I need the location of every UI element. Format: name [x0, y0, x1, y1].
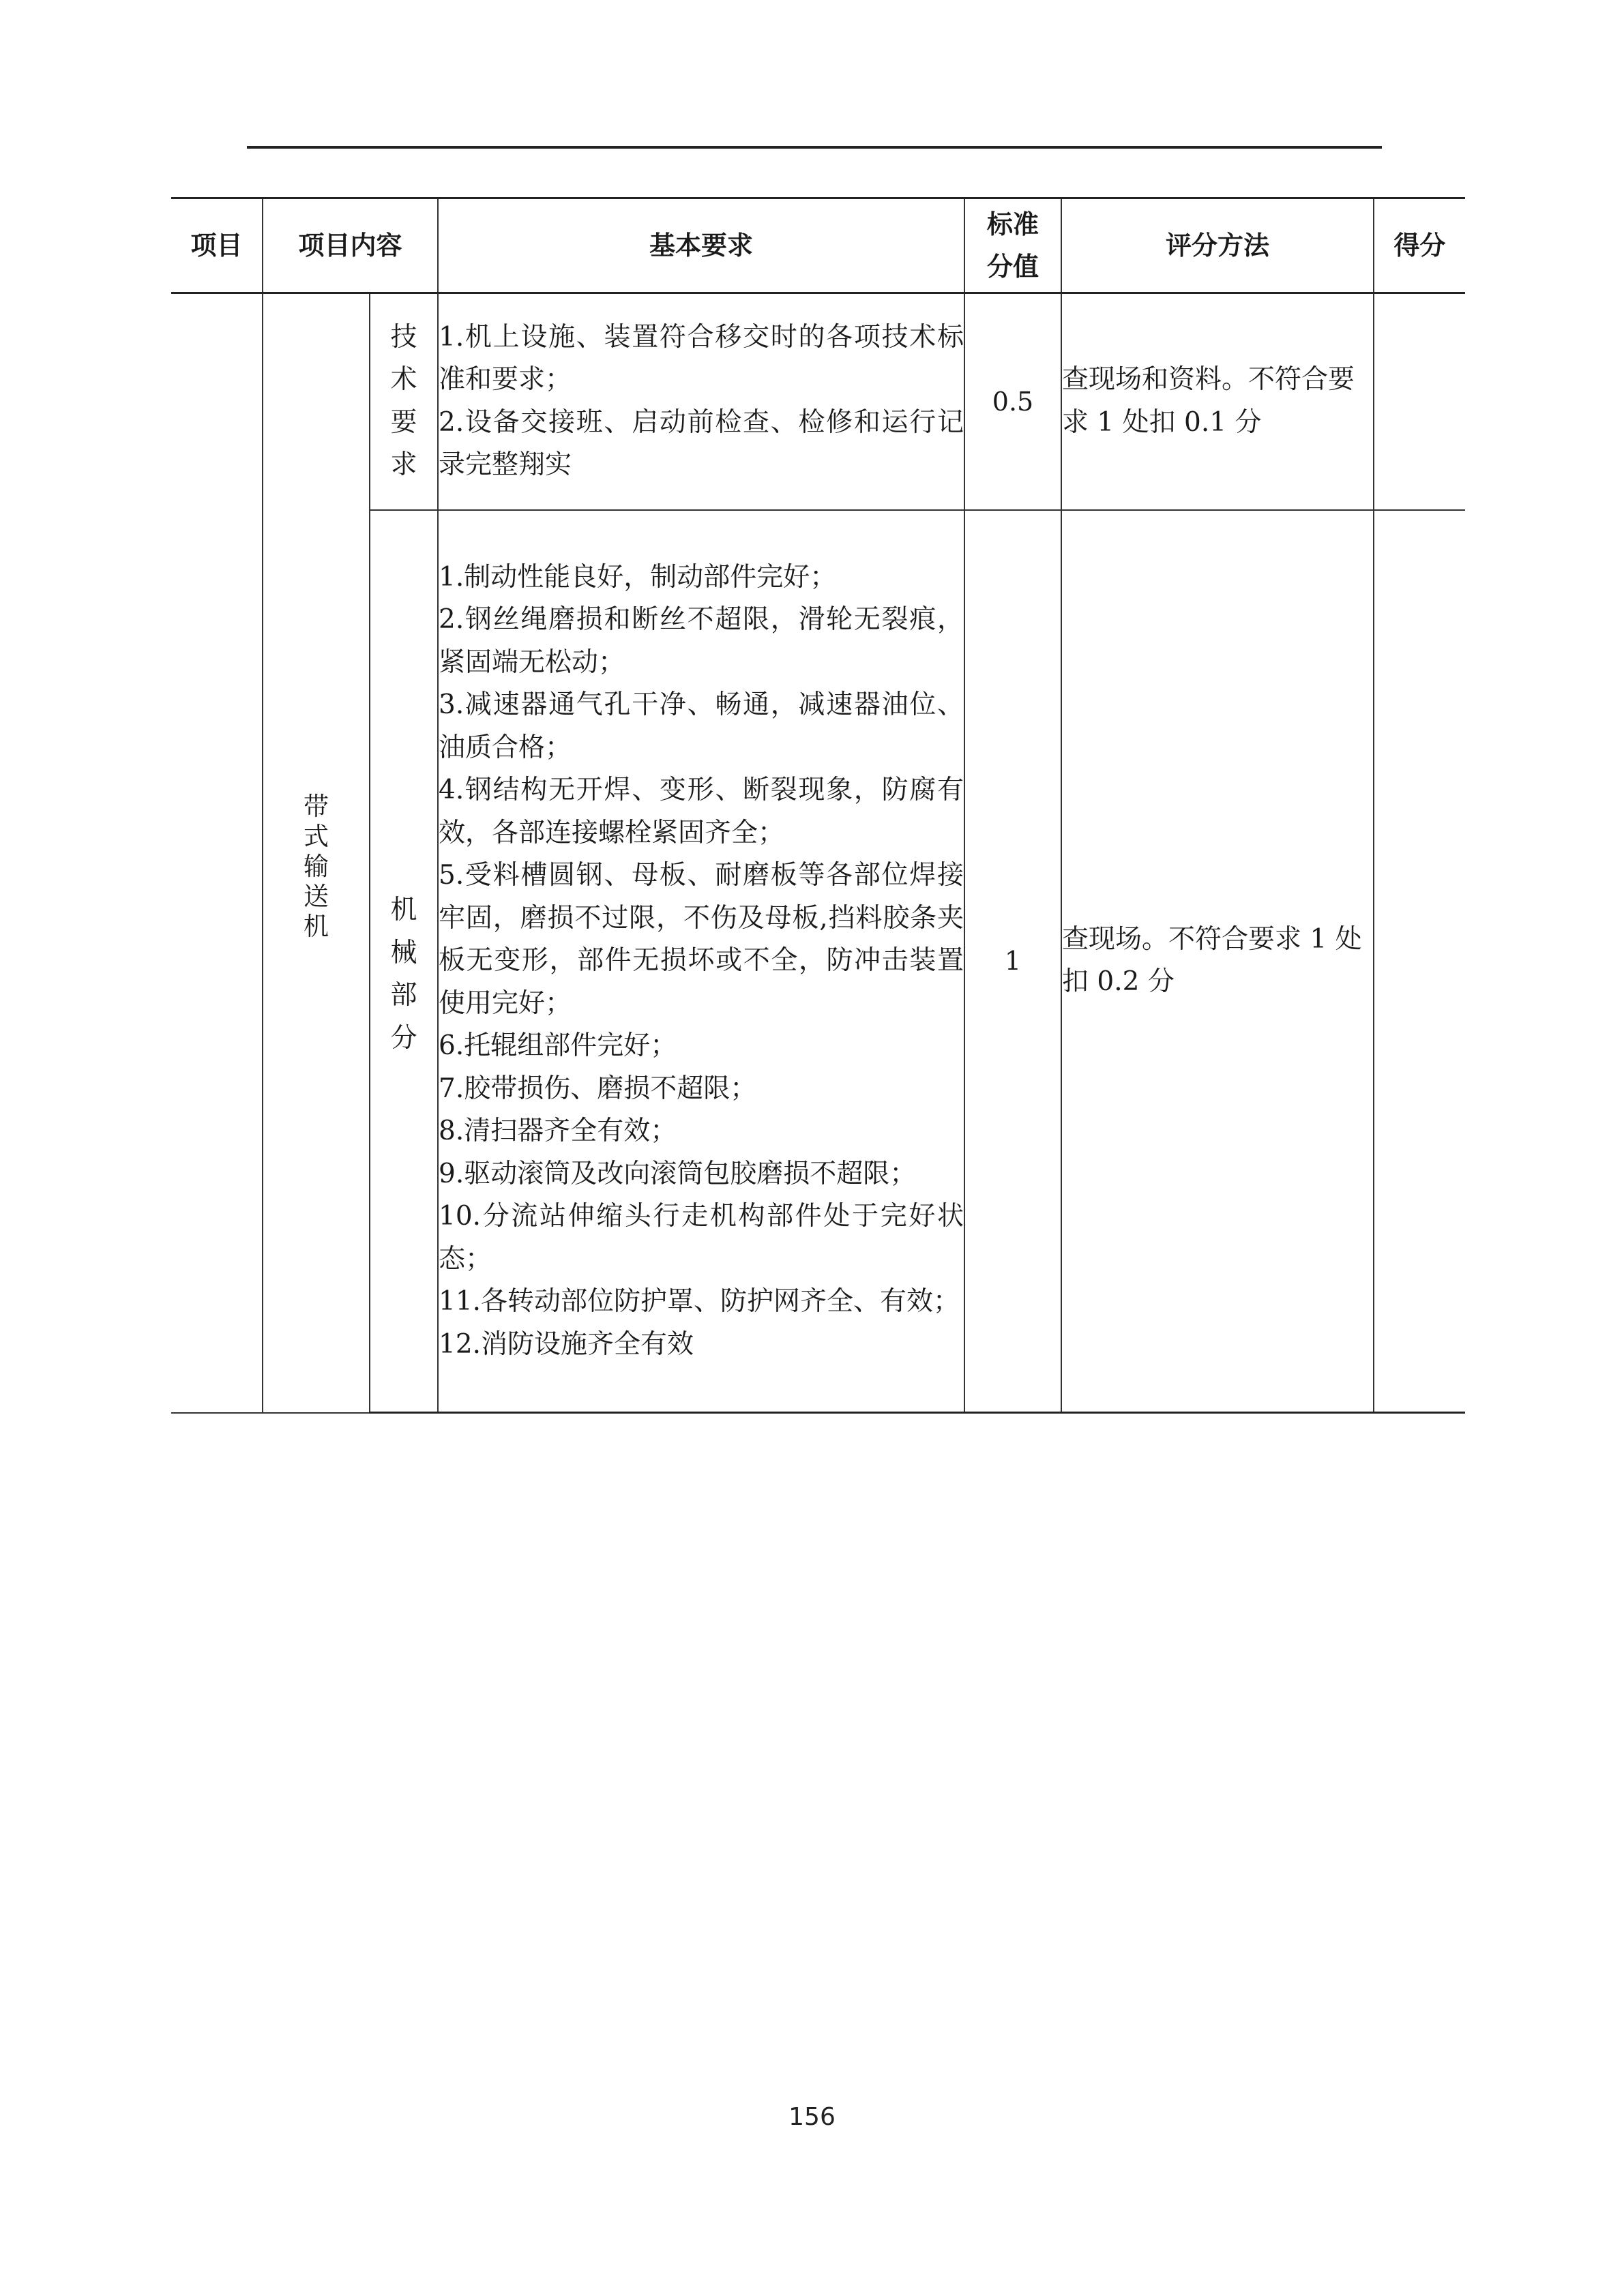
scoring-method-cell: 查现场和资料。不符合要求 1 处扣 0.1 分 [1061, 293, 1374, 510]
standard-score-cell: 1 [964, 510, 1061, 1413]
requirement-line: 3.减速器通气孔干净、畅通，减速器油位、油质合格； [439, 689, 964, 763]
requirement-line: 8.清扫器齐全有效； [439, 1116, 677, 1146]
scoring-table [171, 197, 1465, 1414]
score-cell [1374, 293, 1465, 510]
score-cell [1374, 510, 1465, 1413]
requirement-line: 11.各转动部位防护罩、防护网齐全、有效； [439, 1286, 960, 1317]
table-header-row [171, 198, 1465, 293]
requirement-line: 6.托辊组部件完好； [439, 1030, 677, 1061]
header-standard-score [964, 198, 1061, 293]
item-empty-cell [171, 293, 263, 1413]
requirement-line: 10.分流站伸缩头行走机构部件处于完好状态； [439, 1201, 964, 1274]
requirements-cell [438, 293, 964, 510]
requirement-line: 2.设备交接班、启动前检查、检修和运行记录完整翔实 [439, 406, 964, 481]
requirement-line: 2.钢丝绳磨损和断丝不超限，滑轮无裂痕，紧固端无松动； [439, 604, 964, 678]
header-rule [247, 146, 1382, 149]
requirement-line: 5.受料槽圆钢、母板、耐磨板等各部位焊接牢固，磨损不过限，不伤及母板,挡料胶条夹板无变形，部件无损坏或不全，防冲击装置使用完好； [439, 860, 964, 1019]
header-basic-requirements: 基本要求 [438, 198, 964, 293]
requirement-line: 12.消防设施齐全有效 [439, 1328, 694, 1360]
sub-item-technical-requirements: 技 术 要 求 [370, 293, 438, 510]
requirement-line: 1.机上设施、装置符合移交时的各项技术标准和要求； [439, 321, 964, 396]
item-name-cell: 带 式 输 送 机 [263, 293, 370, 1413]
sub-item-mechanical-part: 机 械 部 分 [370, 510, 438, 1413]
requirement-line: 4.钢结构无开焊、变形、断裂现象，防腐有效，各部连接螺栓紧固齐全； [439, 775, 964, 848]
requirement-line: 1.制动性能良好，制动部件完好； [439, 561, 837, 593]
header-standard-score-line1: 标准 [987, 209, 1039, 239]
header-scoring-method: 评分方法 [1061, 198, 1374, 293]
requirement-line: 9.驱动滚筒及改向滚筒包胶磨损不超限； [439, 1158, 917, 1189]
table-row [171, 293, 1465, 510]
requirement-line: 7.胶带损伤、磨损不超限； [439, 1073, 757, 1104]
header-standard-score-line2: 分值 [987, 252, 1039, 282]
requirements-cell [438, 510, 964, 1413]
header-score: 得分 [1374, 198, 1465, 293]
header-item-content: 项目内容 [263, 198, 438, 293]
page-number: 156 [788, 2103, 836, 2131]
scoring-method-cell: 查现场。不符合要求 1 处扣 0.2 分 [1061, 510, 1374, 1413]
header-item: 项目 [171, 198, 263, 293]
standard-score-cell: 0.5 [964, 293, 1061, 510]
